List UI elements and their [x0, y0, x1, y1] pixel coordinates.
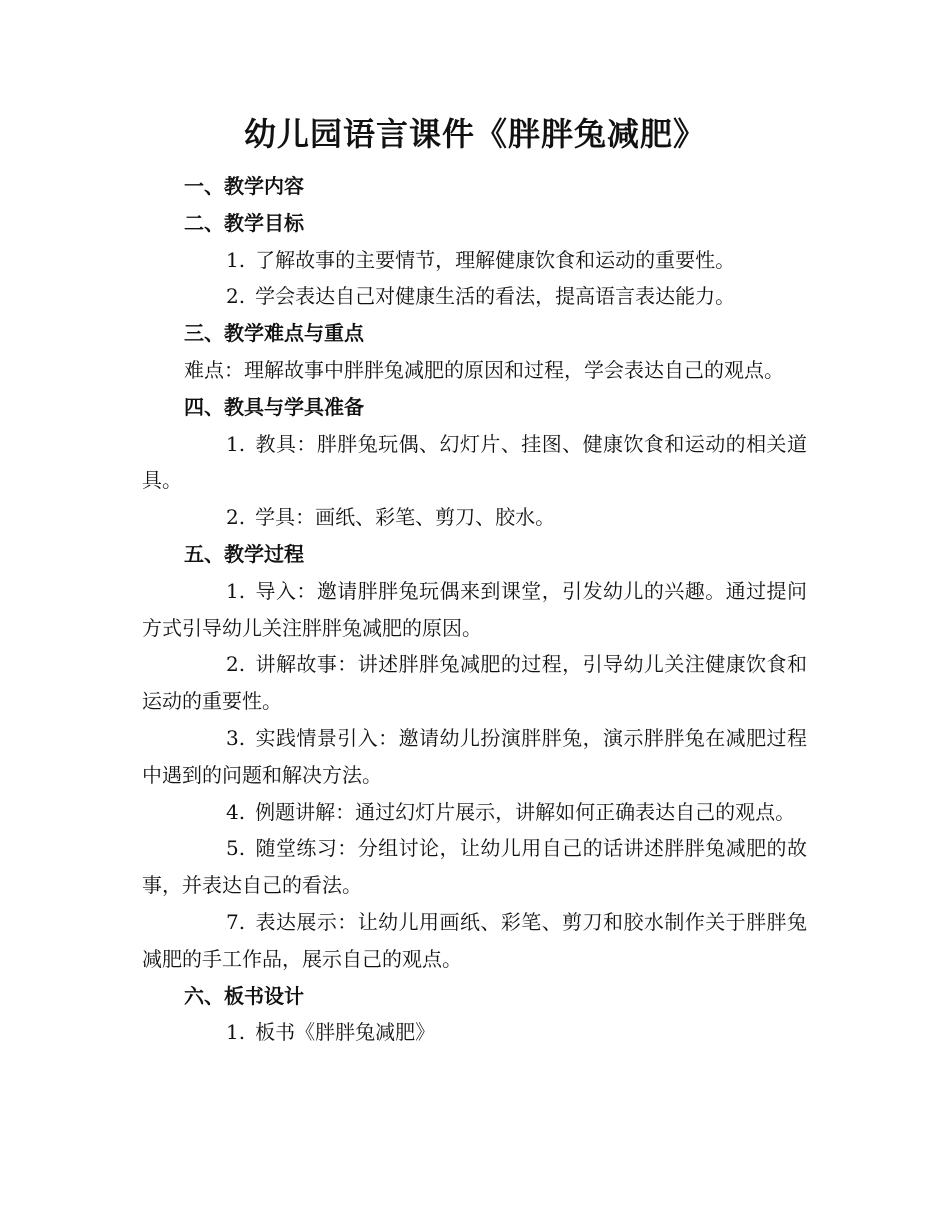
item-number: 2.	[226, 652, 246, 677]
list-item	[142, 904, 807, 978]
section-heading-process: 五、教学过程	[184, 541, 304, 566]
list-item	[142, 720, 807, 794]
item-text: 导入：邀请胖胖兔玩偶来到课堂，引发幼儿的兴趣。通过提问方式引导幼儿关注胖胖兔减肥的原因。	[142, 578, 807, 640]
item-text: 实践情景引入：邀请幼儿扮演胖胖兔，演示胖胖兔在减肥过程中遇到的问题和解决方法。	[142, 725, 807, 787]
item-number: 5.	[226, 836, 246, 861]
section-heading-difficulties: 三、教学难点与重点	[184, 321, 364, 346]
list-item	[142, 646, 807, 720]
section-heading-objectives: 二、教学目标	[184, 210, 304, 235]
item-text: 板书《胖胖兔减肥》	[255, 1020, 436, 1045]
list-item	[142, 830, 807, 904]
section-heading-content: 一、教学内容	[184, 174, 304, 198]
item-number: 1.	[226, 578, 246, 603]
section-heading-board-design: 六、板书设计	[184, 983, 304, 1008]
list-item	[142, 1014, 807, 1051]
list-item	[142, 573, 807, 647]
item-number: 1.	[226, 1020, 246, 1045]
item-number: 1.	[226, 247, 246, 272]
item-text: 例题讲解：通过幻灯片展示，讲解如何正确表达自己的观点。	[255, 799, 796, 824]
item-number: 7.	[226, 909, 246, 934]
item-text: 教具：胖胖兔玩偶、幻灯片、挂图、健康饮食和运动的相关道具。	[142, 431, 807, 493]
item-text: 表达展示：让幼儿用画纸、彩笔、剪刀和胶水制作关于胖胖兔减肥的手工作品，展示自己的观点。	[142, 909, 807, 971]
list-item	[142, 242, 807, 279]
item-text: 学会表达自己对健康生活的看法，提高语言表达能力。	[255, 284, 736, 309]
list-item	[142, 794, 807, 831]
item-text: 讲解故事：讲述胖胖兔减肥的过程，引导幼儿关注健康饮食和运动的重要性。	[142, 652, 807, 714]
item-text: 学具：画纸、彩笔、剪刀、胶水。	[255, 505, 556, 530]
item-text: 随堂练习：分组讨论，让幼儿用自己的话讲述胖胖兔减肥的故事，并表达自己的看法。	[142, 836, 807, 898]
item-number: 2.	[226, 284, 246, 309]
item-number: 4.	[226, 799, 246, 824]
list-item	[142, 426, 807, 500]
list-item	[142, 278, 807, 315]
item-text: 了解故事的主要情节，理解健康饮食和运动的重要性。	[255, 247, 736, 272]
document-title: 幼儿园语言课件《胖胖兔减肥》	[243, 115, 706, 153]
paragraph-difficulties: 难点：理解故事中胖胖兔减肥的原因和过程，学会表达自己的观点。	[184, 357, 784, 382]
list-item	[142, 499, 807, 536]
document-body	[142, 168, 807, 1051]
item-number: 1.	[226, 431, 246, 456]
item-number: 2.	[226, 505, 246, 530]
section-heading-materials: 四、教具与学具准备	[184, 394, 364, 419]
item-number: 3.	[226, 725, 246, 750]
